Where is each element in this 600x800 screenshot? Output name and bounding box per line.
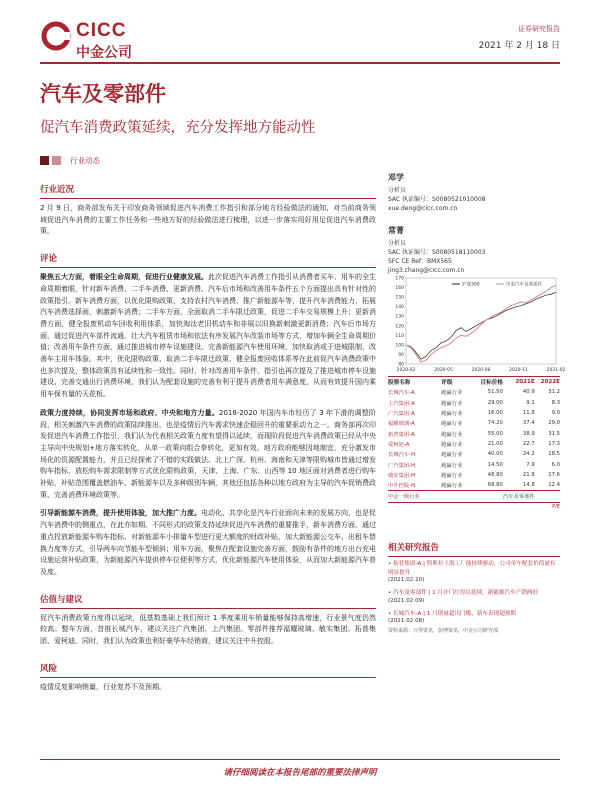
table-cell: 6.0 [551,461,560,468]
table-cell: 跑赢行业 [441,441,463,448]
table-cell: 68.80 [487,482,503,489]
table-cell: 29.0 [548,420,560,427]
table-cell: 跑赢行业 [441,411,463,418]
table-cell: 广汽集团-A [388,411,415,418]
table-cell: 31.2 [548,389,560,396]
pe-label: P/E [552,503,560,510]
table-cell: 21.8 [522,471,535,478]
col-header: 目标价格 [480,380,503,387]
table-bottom-line [388,502,560,503]
analyst-block [388,172,560,275]
legend-label: 沪深300 [462,282,480,288]
table-cell: 14.50 [487,461,503,468]
table-cell: 38.9 [522,430,535,437]
stock-table [388,376,560,510]
related-divider [388,556,560,557]
analyst-email[interactable]: jing3.chang@cicc.com.cn [388,267,465,274]
review-paragraph-1 [40,272,376,401]
table-cell: 16.00 [487,410,503,417]
performance-chart [388,268,566,378]
analyst-name: 常菁 [388,226,404,235]
table-cell [441,491,475,502]
related-date: (2021.02.09) [388,597,425,604]
table-cell: 长城汽车-A [388,390,415,397]
table-row [388,480,560,491]
related-link[interactable]: • 拓普集团-A | 特斯拉上海工厂能持续驱动，公司单车配套价值量有明显提升 [388,561,556,576]
table-cell: 跑赢行业 [441,452,463,459]
section-heading-review: 评论 [40,254,58,265]
section-heading-risk: 风险 [40,663,58,674]
y-tick-label: 150 [395,295,404,301]
related-heading: 相关研究报告 [388,543,440,553]
related-date: (2021.02.10) [388,577,425,583]
table-cell: 17.6 [548,471,560,478]
y-tick-label: 160 [395,286,404,292]
analyst-sac: SAC 执证编号：S0080521010008 [388,196,486,203]
y-tick-label: 120 [395,324,404,330]
table-cell: 12.4 [548,482,560,489]
section-divider [40,677,376,678]
analyst-role: 分析员 [388,187,407,194]
table-cell: 18.5 [548,451,560,458]
table-cell: 22.7 [522,440,535,447]
review-lead-3: 引导新能源车消费，提升使用体验，加大推广力度。 [40,509,201,518]
x-tick-label: 2020-02 [396,368,416,373]
review-body-2: 2018-2020 年国内车市经历了 3 年下滑的调整阶段，相关刺激汽车消费的政策陆续推出，也是疫情后汽车需求快速企稳回升的重要驱动力之一。商务部再次印发促进汽车消费工作指引，我们认为代表相关政策力度有望得以延续，而现阶段促进汽车消费政策已经从中央主导向中央规划+地方落实转化，从单一政策向组合拳转化，更加有效。地方政府能够因地制宜，充分激发市场化的资源配置能力，并且已经探索了不错的实践做法。北上广深、杭州、海南和天津等限购城市皆通过增发购车指标，放松购车需求限制等方式优化限购政策，天津、上海、广东、山西等 10 地区面对消费者进行购车补贴，补贴范围覆盖燃油车、新能源车以及多种级别车辆，其他还包括各种以地方政府为主导的汽车促销费政策、完善消费环境政策等。 [40,408,376,499]
section-heading-valuation: 估值与建议 [40,594,83,605]
table-cell: 上汽集团-A [388,400,415,407]
y-tick-label: 80 [398,362,404,368]
section-heading-recent: 行业近况 [40,185,75,195]
page-title: 汽车及零部件 [40,81,166,106]
footer-disclaimer: 请仔细阅读在本报告尾部的重要法律声明 [223,768,377,778]
logo-text-en: CICC [76,20,127,41]
related-date: (2021.02.08) [388,618,425,624]
footer-divider [40,759,560,760]
section-divider [40,608,376,609]
tag-square-icon [52,156,61,165]
table-cell: 拓普集团-A [388,431,415,438]
recent-text: 2 月 9 日，商务部发布关于印发商务领域促进汽车消费工作指引和部分地方经验做法的通知，对当前商务领域促进汽车消费的主要工作任务和一些地方好的经验做法进行梳理，以进一步落实用好用足促进汽车消费政策。 [40,204,376,236]
related-list [388,560,560,634]
tag-square-icon [40,156,49,165]
table-cell: 8.3 [551,399,560,406]
table-cell: 长城汽车-H [388,452,416,459]
table-cell: 跑赢行业 [441,483,463,490]
table-row [388,470,560,480]
report-tag: 行业动态 [70,156,100,165]
table-cell: 汽车及零部件 [503,491,535,502]
col-header: 评级 [441,380,453,387]
x-tick-label: 2020-08 [471,368,491,373]
analyst-role: 分析员 [388,240,407,247]
chart-legend [452,281,542,288]
y-tick-label: 100 [395,343,404,349]
series-line-0 [406,292,556,359]
review-paragraph-2 [40,408,376,502]
chart-frame [406,278,556,364]
table-cell: 跑赢行业 [441,390,463,397]
table-cell: 24.2 [522,451,535,458]
analyst-name: 邓学 [388,173,404,182]
review-lead-1: 聚焦五大方面，着眼全生命周期，促进行业健康发展。 [40,273,208,282]
table-row [388,398,560,408]
table-cell: 9.0 [551,410,560,417]
table-cell: 福耀玻璃-A [388,421,415,428]
analyst-sfc: SFC CE Ref：BMX565 [388,258,452,265]
table-row [388,387,560,397]
table-cell: 14.8 [522,482,535,489]
table-cell: 跑赢行业 [441,462,463,469]
table-cell: 40.00 [487,451,503,458]
table-cell: 21.00 [487,440,503,447]
table-cell: 敏实集团-H [388,472,416,479]
page-subtitle: 促汽车消费政策延续，充分发挥地方能动性 [40,120,316,136]
x-tick-label: 2020-11 [509,368,528,373]
stock-table-grid [388,377,560,502]
table-cell: 9.1 [526,399,535,406]
valuation-text: 促汽车消费政策力度得以延续，低基数基础上我们预计 1 季度乘用车销量能够保持高增速，行业景气度仍然较高。整车方面，首推长城汽车，建议关注广汽集团、上汽集团。零部件推荐福耀玻璃、敏实集团、拓普集团、爱柯迪。同时，我们认为政策也利好豪华车经销商，建议关注中升控股。 [40,613,376,646]
table-cell: 跑赢行业 [441,431,463,438]
col-header: 2021E [515,379,535,386]
risk-text: 疫情反复影响销量，行业复苏不及预期。 [40,682,166,691]
table-row [388,408,560,418]
report-date: 2021 年 2 月 18 日 [478,41,560,51]
left-column [40,183,376,694]
source-note: 资料来源：万得资讯，彭博资讯，中金公司研究部 [388,628,499,634]
y-tick-label: 110 [395,333,404,339]
table-cell: 广汽集团-H [388,462,416,469]
table-cell: 中金一级行业 [388,491,441,502]
section-divider [40,198,376,199]
review-body-1: 此次促进汽车消费工作指引从消费者买车、用车的全生命周期着眼，针对新车消费、二手车消费、更新消费、汽车后市场和改善用车条件五个方面提出具有针对性的政策指引。新车消费方面，以优化限购政策、支持农村汽车消费、推广新能源车等，提升汽车消费能力，拓展汽车消费选择面，刺激新车消费；二手车方面，全面取消二手车限迁政策，促进二手车交易规模上升；更新消费方面，健全报废机动车回收利用体系，加快淘汰老旧机动车和非展以旧换新刺激更新消费；汽车后市场方面，通过促进汽车部件流通、壮大汽车租赁市场和依法有序发展汽车改装市场等方式，增加车辆全生命周期价值；改善用车条件方面，通过推进城市停车设施建设、完善新能源汽车使用环境，加快取消或于进城限制，改善车主用车体验。其中，优化限购政策、取消二手车限迁政策、健全报废回收体系等在此前促汽车消费政策中也多次提及，整体政策具有延续性和一致性。同时，针对改善用车条件，指引也再次提及了推进城市停车设施建设、完善交通出行消费环境，我们认为配套设施的完善有利于提升消费者用车满意度，从而有效提升国内乘用车保有量的天花板。 [40,273,376,399]
table-cell: 74.20 [487,420,503,427]
table-row [388,428,560,438]
x-tick-label: 2021-02 [546,368,566,373]
chart-axes [395,276,565,374]
y-tick-label: 170 [395,276,404,282]
table-cell: 37.4 [522,420,535,427]
table-cell: 爱柯迪-A [388,441,410,448]
col-header: 2022E [540,379,560,386]
report-type: 证券研究报告 [518,25,560,33]
table-row [388,459,560,469]
table-cell: 跑赢行业 [441,421,463,428]
table-cell: 7.9 [526,461,535,468]
table-cell: 29.00 [487,399,503,406]
table-cell: 40.9 [522,389,535,396]
related-link[interactable]: • 汽车及零部件 | 1 月开门红得以延续，新能源汽车产销两旺 [388,590,539,596]
table-cell: 31.5 [548,430,560,437]
y-tick-label: 130 [395,314,404,320]
analyst-email[interactable]: xue.deng@cicc.com.cn [388,205,458,212]
y-tick-label: 90 [398,352,404,358]
table-row [388,491,560,502]
col-header: 股票名称 [388,380,411,387]
table-cell [535,491,560,502]
table-cell [476,491,503,502]
table-row [388,418,560,428]
review-paragraph-3 [40,508,376,578]
review-lead-2: 政策力度持续，协同发挥市场和政府、中央和地方力量。 [40,408,219,417]
chart-series [406,286,556,362]
header-divider [40,62,560,64]
review-body-3: 电动化、共享化是汽车行业面向未来的发展方向，也是促汽车消费中的侧重点，在此亦如期。不同形式的政策支持延续促进汽车消费的重要推手，新车消费方面，通过重点投放新能源车购车指标、对新能源车小排量车型进行更大额度的财政补贴，加大新能源公交车、出租车替换力度等方式，引导两车向节能车型倾斜；用车方面，聚焦在配套设施完善方面，鼓励有条件的地方出台充电设施运营补贴政策，为新能源汽车提供停车位便利等方式，优化新能源汽车使用体验，从而加大新能源汽车普及度。 [40,509,376,576]
table-header-row [388,377,560,387]
related-link[interactable]: • 长城汽车-A | 1 月销量超出门槛，新车表现超预期 [388,610,516,617]
logo-text-cn: 中金公司 [76,45,132,61]
analyst-sac: SAC 执证编号：S0080518110003 [388,249,486,256]
table-cell: 48.80 [487,471,503,478]
table-cell: 11.8 [522,410,535,417]
table-cell: 51.50 [487,389,503,396]
table-cell: 55.00 [487,430,503,437]
series-line-1 [406,286,556,362]
table-cell: 跑赢行业 [441,472,463,479]
y-tick-label: 140 [395,305,404,311]
table-cell: 跑赢行业 [441,400,463,407]
table-row [388,439,560,449]
x-tick-label: 2020-05 [434,368,453,373]
legend-label: 中金汽车及零部件 [506,282,542,288]
table-cell: 17.3 [548,440,560,447]
table-row [388,449,560,459]
cicc-logo-icon [42,22,70,50]
section-divider [40,267,376,268]
table-cell: 中升控股-H [388,483,416,490]
